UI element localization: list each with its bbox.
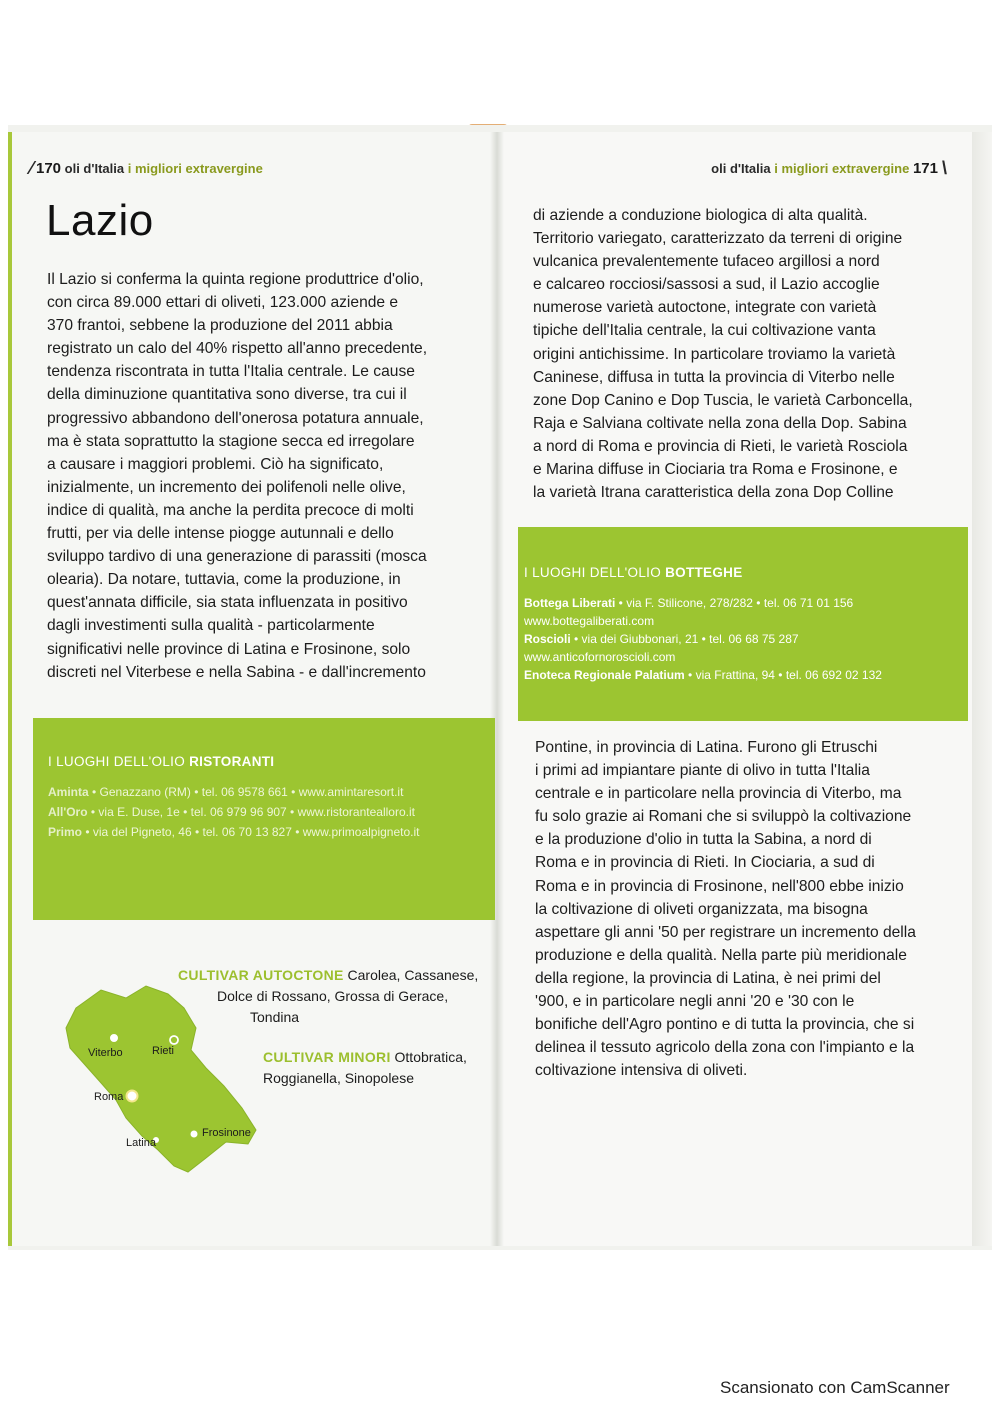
text-line: numerose varietà autoctone, integrate con varietà (533, 299, 877, 317)
text-line: i primi ad impiantare piante di olivo in tutta l'Italia (535, 762, 870, 780)
cultivar-minori (263, 1047, 467, 1089)
text-line: inizialmente, un incremento dei polifenoli nelle olive, (47, 478, 406, 496)
leaf-mark-left: ⁄ (30, 158, 34, 178)
body-paragraph-right-top (533, 204, 963, 504)
cultivar-autoctone-label: CULTIVAR AUTOCTONE (178, 967, 344, 983)
ristorante-name: Aminta (48, 785, 89, 799)
cultivar-autoctone-line1: Carolea, Cassanese, (347, 967, 479, 983)
ristorante-entry (48, 804, 415, 821)
city-dot-frosinone (191, 1131, 198, 1138)
city-label-latina: Latina (126, 1137, 156, 1149)
text-line: olearia). Da notare, tuttavia, come la produzione, in (47, 571, 401, 589)
city-dot-roma (127, 1091, 138, 1102)
ristorante-name: Primo (48, 825, 83, 839)
text-line: bonifiche dell'Agro pontino e di tutta la provincia, che si (535, 1016, 915, 1034)
ristoranti-box-heading (48, 754, 274, 769)
bottega-details: www.anticofornoroscioli.com (524, 650, 676, 664)
text-line: registrato un calo del 40% rispetto all'anno precedente, (47, 340, 428, 358)
text-line: e calcareo rocciosi/sassosi a sud, il Lazio accoglie (533, 276, 880, 294)
cultivar-minori-line2: Roggianella, Sinopolese (263, 1070, 414, 1086)
page-right-edge (972, 132, 992, 1246)
running-head-subsection: i migliori extravergine (774, 161, 910, 176)
ristorante-name: All'Oro (48, 805, 88, 819)
box-category: BOTTEGHE (665, 565, 743, 580)
body-paragraph-right-bottom (535, 736, 965, 1082)
text-line: zone Dop Canino e Dop Tuscia, le varietà Carboncella, (533, 391, 913, 409)
page-left-edge (8, 132, 12, 1246)
text-line: fu solo grazie ai Romani che si sviluppò la coltivazione (535, 808, 912, 826)
city-label-frosinone: Frosinone (202, 1127, 251, 1139)
text-line: progressivo abbandono dell'onerosa potatura annuale, (47, 409, 424, 427)
bottega-line (524, 631, 799, 648)
city-dot-viterbo (111, 1035, 118, 1042)
text-line: aspettare gli anni '50 per registrare un incremento della (535, 923, 916, 941)
city-label-roma: Roma (94, 1091, 124, 1103)
text-line: con circa 89.000 ettari di oliveti, 123.000 aziende e (47, 294, 399, 312)
running-head-section: oli d'Italia (64, 161, 125, 176)
camscanner-footer: Scansionato con CamScanner (720, 1378, 950, 1397)
page-number-right: 171 (912, 160, 938, 177)
text-line: e Marina diffuse in Ciociaria tra Roma e Frosinone, e (533, 461, 898, 479)
lazio-map (56, 968, 266, 1178)
bottega-name: Roscioli (524, 632, 571, 646)
bottega-line (524, 667, 882, 684)
bottega-details: www.bottegaliberati.com (524, 614, 655, 628)
book-gutter (490, 132, 504, 1246)
text-line: Territorio variegato, caratterizzato da terreni di origine (533, 230, 903, 248)
text-line: 370 frantoi, sebbene la produzione del 2011 abbia (47, 317, 393, 335)
running-head-section: oli d'Italia (711, 161, 771, 176)
text-line: significativi nelle province di Latina e Frosinone, solo (47, 640, 411, 658)
box-category: RISTORANTI (189, 754, 275, 769)
bottega-details: • via F. Stilicone, 278/282 • tel. 06 71 01 156 (615, 596, 854, 610)
leaf-mark-right: \ (942, 158, 948, 178)
box-label: I LUOGHI DELL'OLIO (48, 754, 186, 769)
text-line: vulcanica prevalentemente tufaceo argillosi a nord (533, 253, 880, 271)
bottega-name: Enoteca Regionale Palatium (524, 668, 685, 682)
text-line: dagli investimenti sulla qualità - particolarmente (47, 617, 375, 635)
bottega-details: • via Frattina, 94 • tel. 06 692 02 132 (684, 668, 882, 682)
ristorante-details: • Genazzano (RM) • tel. 06 9578 661 • www.amintaresort.it (88, 785, 404, 799)
ristorante-entry (48, 824, 420, 841)
running-head-left (36, 160, 263, 177)
body-paragraph-left (47, 268, 467, 684)
ristorante-details: • via del Pigneto, 46 • tel. 06 70 13 827 • www.primoalpigneto.it (82, 825, 420, 839)
botteghe-box-heading (524, 565, 743, 580)
text-line: tendenza riscontrata in tutta l'Italia centrale. Le cause (47, 363, 415, 381)
bottega-line (524, 595, 853, 612)
page-number-left: 170 (36, 160, 62, 177)
text-line: a causare i maggiori problemi. Ciò ha significato, (47, 455, 384, 473)
text-line: ma è stata soprattutto la stagione secca ed irregolare (47, 432, 415, 450)
city-label-viterbo: Viterbo (88, 1047, 123, 1059)
text-line: a nord di Roma e provincia di Rieti, le varietà Rosciola (533, 437, 908, 455)
text-line: Pontine, in provincia di Latina. Furono gli Etruschi (535, 739, 878, 756)
text-line: discreti nel Viterbese e nella Sabina - e dall'incremento (47, 663, 426, 681)
cultivar-autoctone-line2: Dolce di Rossano, Grossa di Gerace, (217, 988, 449, 1004)
text-line: produzione e della qualità. Nella parte più meridionale (535, 946, 907, 964)
botteghe-box (518, 527, 968, 721)
bottega-line (524, 649, 675, 666)
text-line: Caninese, diffusa in tutta la provincia di Viterbo nelle (533, 368, 895, 386)
text-line: '900, e in particolare negli anni '20 e '30 con le (535, 993, 855, 1011)
ristorante-entry (48, 784, 403, 801)
text-line: quest'annata difficile, sia stata influenzata in positivo (47, 594, 408, 612)
bottega-name: Bottega Liberati (524, 596, 616, 610)
text-line: di aziende a conduzione biologica di alta qualità. (533, 207, 868, 224)
text-line: coltivazione intensiva di oliveti. (535, 1062, 748, 1080)
lazio-region-shape (66, 986, 256, 1172)
text-line: la varietà Itrana caratteristica della zona Dop Colline (533, 484, 894, 502)
text-line: origini antichissime. In particolare troviamo la varietà (533, 345, 896, 363)
cultivar-minori-label: CULTIVAR MINORI (263, 1049, 391, 1065)
page-title: Lazio (46, 196, 154, 245)
bottega-details: • via dei Giubbonari, 21 • tel. 06 68 75 287 (570, 632, 799, 646)
text-line: tipiche dell'Italia centrale, la cui coltivazione vanta (533, 322, 876, 340)
text-line: Roma e in provincia di Rieti. In Ciociaria, a sud di (535, 854, 875, 872)
text-line: della diminuzione quantitativa sono diverse, tra cui il (47, 386, 407, 404)
ristoranti-box (33, 718, 495, 920)
text-line: Il Lazio si conferma la quinta regione produttrice d'olio, (47, 271, 424, 288)
text-line: la coltivazione di oliveti organizzata, ma bisogna (535, 900, 868, 918)
text-line: indice di qualità, ma anche la perdita precoce di molti (47, 501, 414, 519)
ristorante-details: • via E. Duse, 1e • tel. 06 979 96 907 • www.ristorantealloro.it (87, 805, 415, 819)
scan-background (0, 0, 1000, 125)
text-line: sviluppo tardivo di una generazione di parassiti (mosca (47, 548, 427, 566)
text-line: e la produzione d'olio in tutta la Sabina, a nord di (535, 831, 872, 849)
text-line: delinea il tessuto agricolo della zona con l'impianto e la (535, 1039, 915, 1057)
cultivar-autoctone-line3: Tondina (250, 1009, 300, 1025)
text-line: della regione, la provincia di Latina, è nei primi del (535, 969, 881, 987)
city-label-rieti: Rieti (152, 1045, 175, 1057)
running-head-right (711, 160, 938, 177)
text-line: centrale e in particolare nella provincia di Viterbo, ma (535, 785, 902, 803)
running-head-subsection: i migliori extravergine (127, 161, 263, 176)
bottega-line (524, 613, 654, 630)
text-line: frutti, per via delle intense piogge autunnali e dello (47, 525, 394, 543)
text-line: Roma e in provincia di Frosinone, nell'800 ebbe inizio (535, 877, 904, 895)
text-line: Raja e Salviana coltivate nella zona della Dop. Sabina (533, 414, 907, 432)
cultivar-minori-line1: Ottobratica, (394, 1049, 467, 1065)
box-label: I LUOGHI DELL'OLIO (524, 565, 662, 580)
